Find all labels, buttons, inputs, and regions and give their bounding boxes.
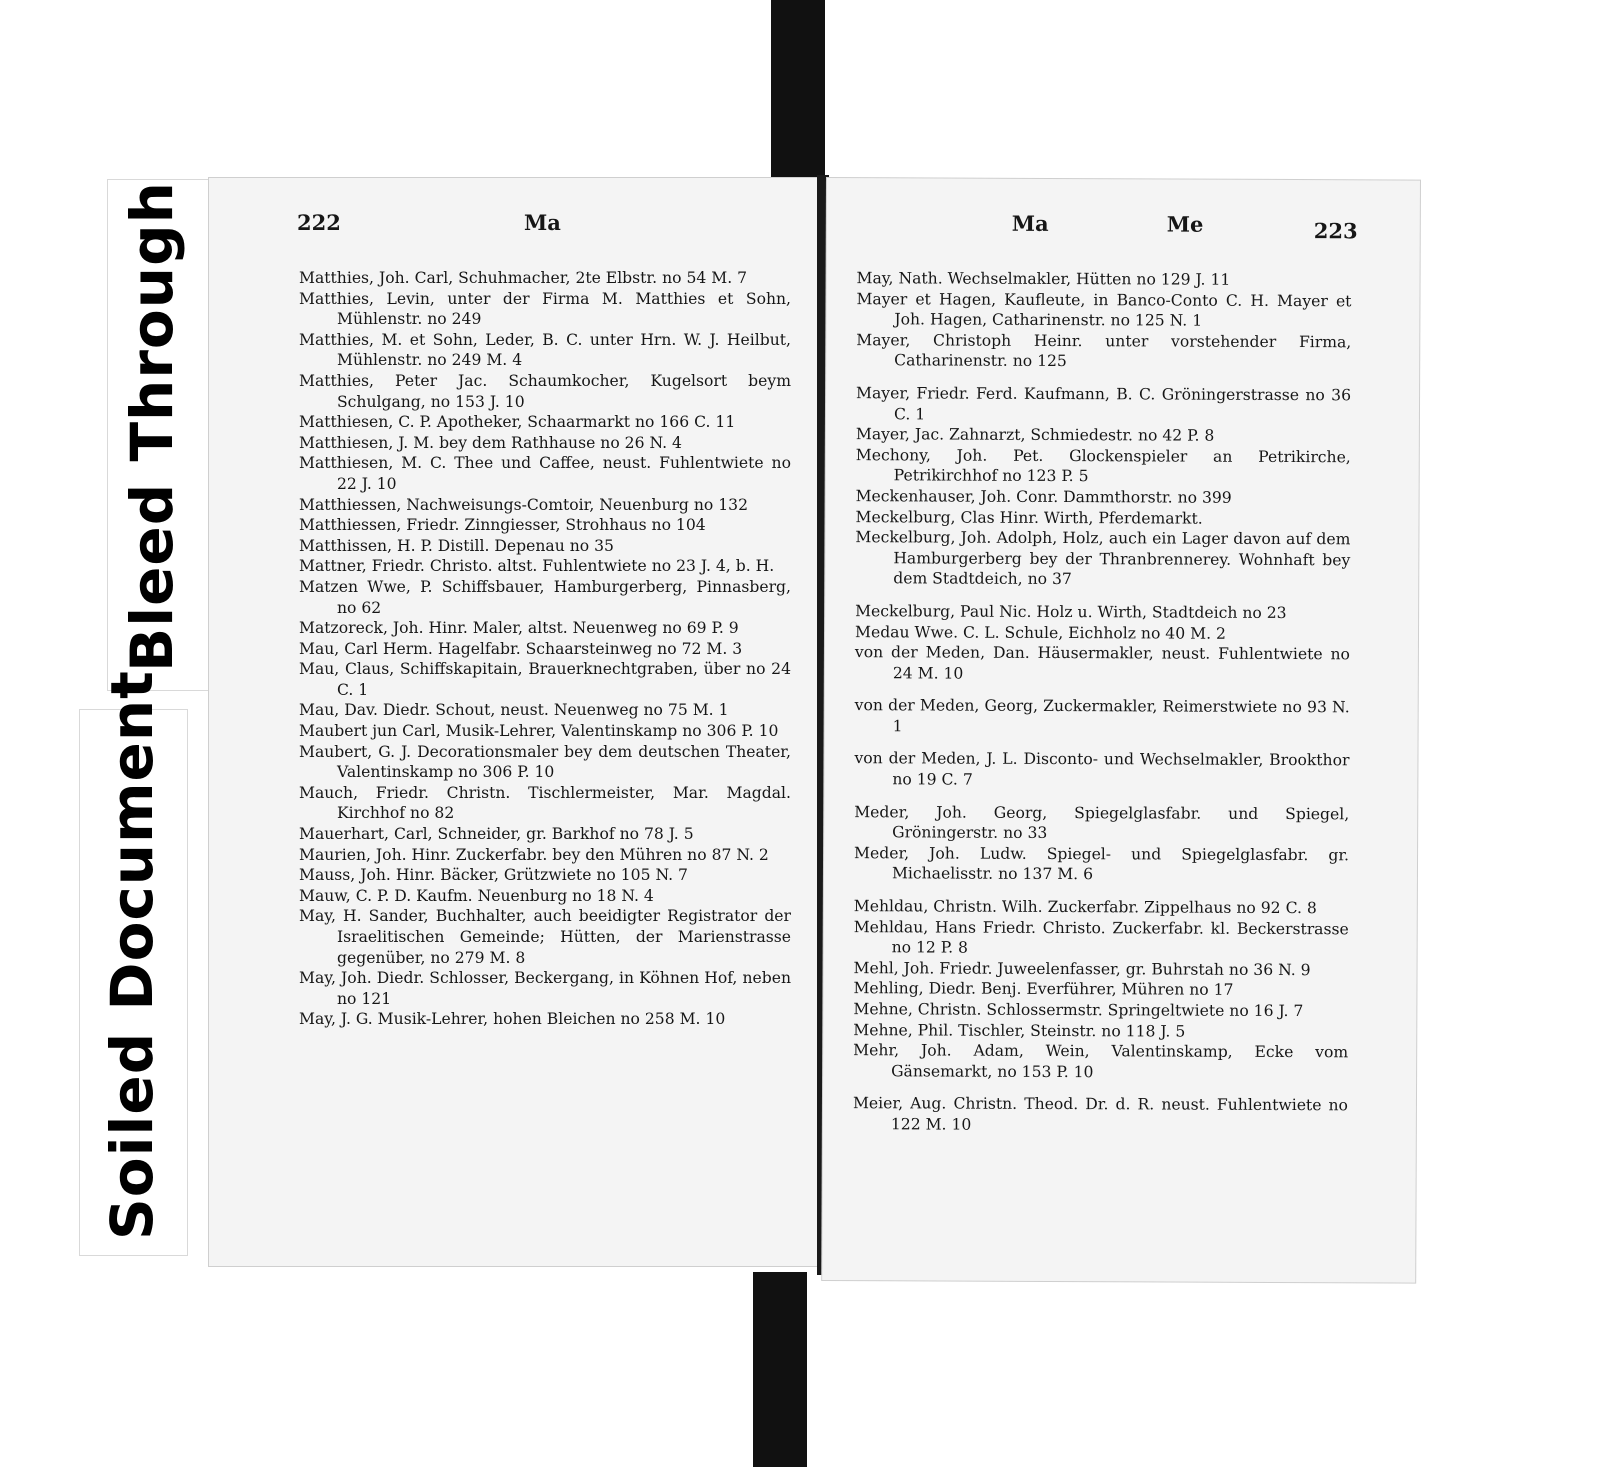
right-page-number: 223 (1313, 218, 1358, 244)
directory-entry: Matthies, Peter Jac. Schaumkocher, Kugelsort beym Schulgang, no 153 J. 10 (299, 371, 791, 411)
directory-entry: Medau Wwe. C. L. Schule, Eichholz no 40 M. 2 (854, 622, 1226, 643)
directory-entry: Matthiessen, Friedr. Zinngiesser, Strohhaus no 104 (299, 516, 706, 535)
directory-entry: Mau, Carl Herm. Hagelfabr. Schaarsteinweg no 72 M. 3 (299, 639, 743, 658)
directory-entry: May, Joh. Diedr. Schlosser, Beckergang, in Köhnen Hof, neben no 121 (299, 969, 791, 1008)
directory-entry: Mehne, Phil. Tischler, Steinstr. no 118 J. 5 (853, 1020, 1186, 1041)
directory-entry: Mauw, C. P. D. Kaufm. Neuenburg no 18 N. 4 (299, 886, 654, 905)
directory-entry: Mehl, Joh. Friedr. Juweelenfasser, gr. Buhrstah no 36 N. 9 (853, 958, 1311, 979)
directory-entry: Meder, Joh. Georg, Spiegelglasfabr. und Spiegel, Gröningerstr. no 33 (854, 802, 1350, 843)
directory-entry: Meder, Joh. Ludw. Spiegel- und Spiegelglasfabr. gr. Michaelisstr. no 137 M. 6 (854, 843, 1350, 884)
directory-entry: Matthiessen, Nachweisungs-Comtoir, Neuenburg no 132 (299, 495, 749, 514)
directory-entry: Matthissen, H. P. Distill. Depenau no 35 (299, 536, 614, 555)
directory-entry: Matthies, M. et Sohn, Leder, B. C. unter Hrn. W. J. Heilbut, Mühlenstr. no 249 M. 4 (299, 330, 791, 370)
directory-entry: Meckelburg, Clas Hinr. Wirth, Pferdemarkt. (855, 507, 1203, 528)
left-page-header: Ma (524, 210, 561, 235)
directory-entry: Mayer, Jac. Zahnarzt, Schmiedestr. no 42 P. 8 (855, 425, 1215, 445)
directory-entry: May, Nath. Wechselmakler, Hütten no 129 J. 11 (856, 269, 1231, 289)
directory-entry: Meckenhauser, Joh. Conr. Dammthorstr. no 399 (855, 487, 1232, 507)
left-page (209, 178, 819, 1266)
label-bleed-through: Bleed Through (118, 181, 186, 672)
directory-entry: Mauch, Friedr. Christn. Tischlermeister, Mar. Magdal. Kirchhof no 82 (299, 783, 791, 823)
directory-entry: Matthies, Levin, unter der Firma M. Matthies et Sohn, Mühlenstr. no 249 (299, 289, 791, 329)
directory-entry: von der Meden, Dan. Häusermakler, neust. Fuhlentwiete no 24 M. 10 (854, 643, 1350, 683)
directory-entry: Mehling, Diedr. Benj. Everführer, Mühren no 17 (853, 979, 1234, 1000)
directory-entry: Mauss, Joh. Hinr. Bäcker, Grützwiete no 105 N. 7 (299, 866, 688, 885)
directory-entry: Matthiesen, J. M. bey dem Rathhause no 26 N. 4 (299, 433, 682, 452)
right-page (822, 178, 1420, 1283)
right-page-header-left: Ma (1011, 210, 1049, 236)
directory-entry: Mayer, Christoph Heinr. unter vorstehender Firma, Catharinenstr. no 125 (856, 330, 1352, 371)
left-entries (299, 268, 791, 1030)
directory-entry: Matthiesen, C. P. Apotheker, Schaarmarkt no 166 C. 11 (299, 413, 736, 432)
directory-entry: Matzoreck, Joh. Hinr. Maler, altst. Neuenweg no 69 P. 9 (299, 619, 739, 638)
directory-entry: Meckelburg, Paul Nic. Holz u. Wirth, Stadtdeich no 23 (855, 602, 1287, 622)
directory-entry: Mehldau, Hans Friedr. Christo. Zuckerfabr. kl. Beckerstrasse no 12 P. 8 (853, 917, 1349, 957)
label-soiled-document: Soiled Document (98, 670, 166, 1240)
directory-entry: Mayer et Hagen, Kaufleute, in Banco-Conto C. H. Mayer et Joh. Hagen, Catharinenstr. no 125 N. 1 (856, 289, 1352, 330)
directory-entry: Mau, Dav. Diedr. Schout, neust. Neuenweg no 75 M. 1 (299, 701, 729, 720)
binding-strip-top (771, 0, 825, 178)
directory-entry: Matthiesen, M. C. Thee und Caffee, neust. Fuhlentwiete no 22 J. 10 (299, 454, 791, 493)
directory-entry: Mehldau, Christn. Wilh. Zuckerfabr. Zippelhaus no 92 C. 8 (853, 897, 1317, 918)
directory-entry: Mauerhart, Carl, Schneider, gr. Barkhof no 78 J. 5 (299, 825, 694, 844)
right-entries (853, 268, 1352, 1137)
directory-entry: Mechony, Joh. Pet. Glockenspieler an Petrikirche, Petrikirchhof no 123 P. 5 (855, 445, 1351, 486)
left-page-number: 222 (297, 210, 341, 235)
directory-entry: Meckelburg, Joh. Adolph, Holz, auch ein Lager davon auf dem Hamburgerberg bey der Thranbrennerey. Wohnhaft bey dem Stadtdeich, no 37 (855, 528, 1351, 589)
directory-entry: May, H. Sander, Buchhalter, auch beeidigter Registrator der Israelitischen Gemeinde; Hütten, der Marienstrasse gegenüber, no 279 M. 8 (299, 907, 791, 967)
directory-entry: Maubert jun Carl, Musik-Lehrer, Valentinskamp no 306 P. 10 (299, 722, 779, 741)
directory-entry: Meier, Aug. Christn. Theod. Dr. d. R. neust. Fuhlentwiete no 122 M. 10 (852, 1094, 1348, 1134)
directory-entry: Mehne, Christn. Schlossermstr. Springeltwiete no 16 J. 7 (853, 1000, 1304, 1021)
directory-entry: Maubert, G. J. Decorationsmaler bey dem deutschen Theater, Valentinskamp no 306 P. 10 (299, 742, 791, 782)
directory-entry: Mehr, Joh. Adam, Wein, Valentinskamp, Ecke vom Gänsemarkt, no 153 P. 10 (853, 1041, 1349, 1081)
directory-entry: Mau, Claus, Schiffskapitain, Brauerknechtgraben, über no 24 C. 1 (299, 660, 791, 699)
directory-entry: von der Meden, Georg, Zuckermakler, Reimerstwiete no 93 N. 1 (854, 696, 1350, 736)
directory-entry: Mayer, Friedr. Ferd. Kaufmann, B. C. Gröningerstrasse no 36 C. 1 (856, 384, 1352, 423)
directory-entry: Matzen Wwe, P. Schiffsbauer, Hamburgerberg, Pinnasberg, no 62 (299, 577, 791, 617)
directory-entry: Mattner, Friedr. Christo. altst. Fuhlentwiete no 23 J. 4, b. H. (299, 557, 775, 576)
directory-entry: von der Meden, J. L. Disconto- und Wechselmakler, Brookthor no 19 C. 7 (854, 749, 1350, 789)
directory-entry: Maurien, Joh. Hinr. Zuckerfabr. bey den Mühren no 87 N. 2 (299, 845, 769, 864)
binding-strip-bottom (753, 1272, 807, 1467)
directory-entry: May, J. G. Musik-Lehrer, hohen Bleichen no 258 M. 10 (299, 1010, 726, 1029)
right-page-header-right: Me (1166, 211, 1204, 237)
directory-entry: Matthies, Joh. Carl, Schuhmacher, 2te Elbstr. no 54 M. 7 (299, 269, 748, 287)
